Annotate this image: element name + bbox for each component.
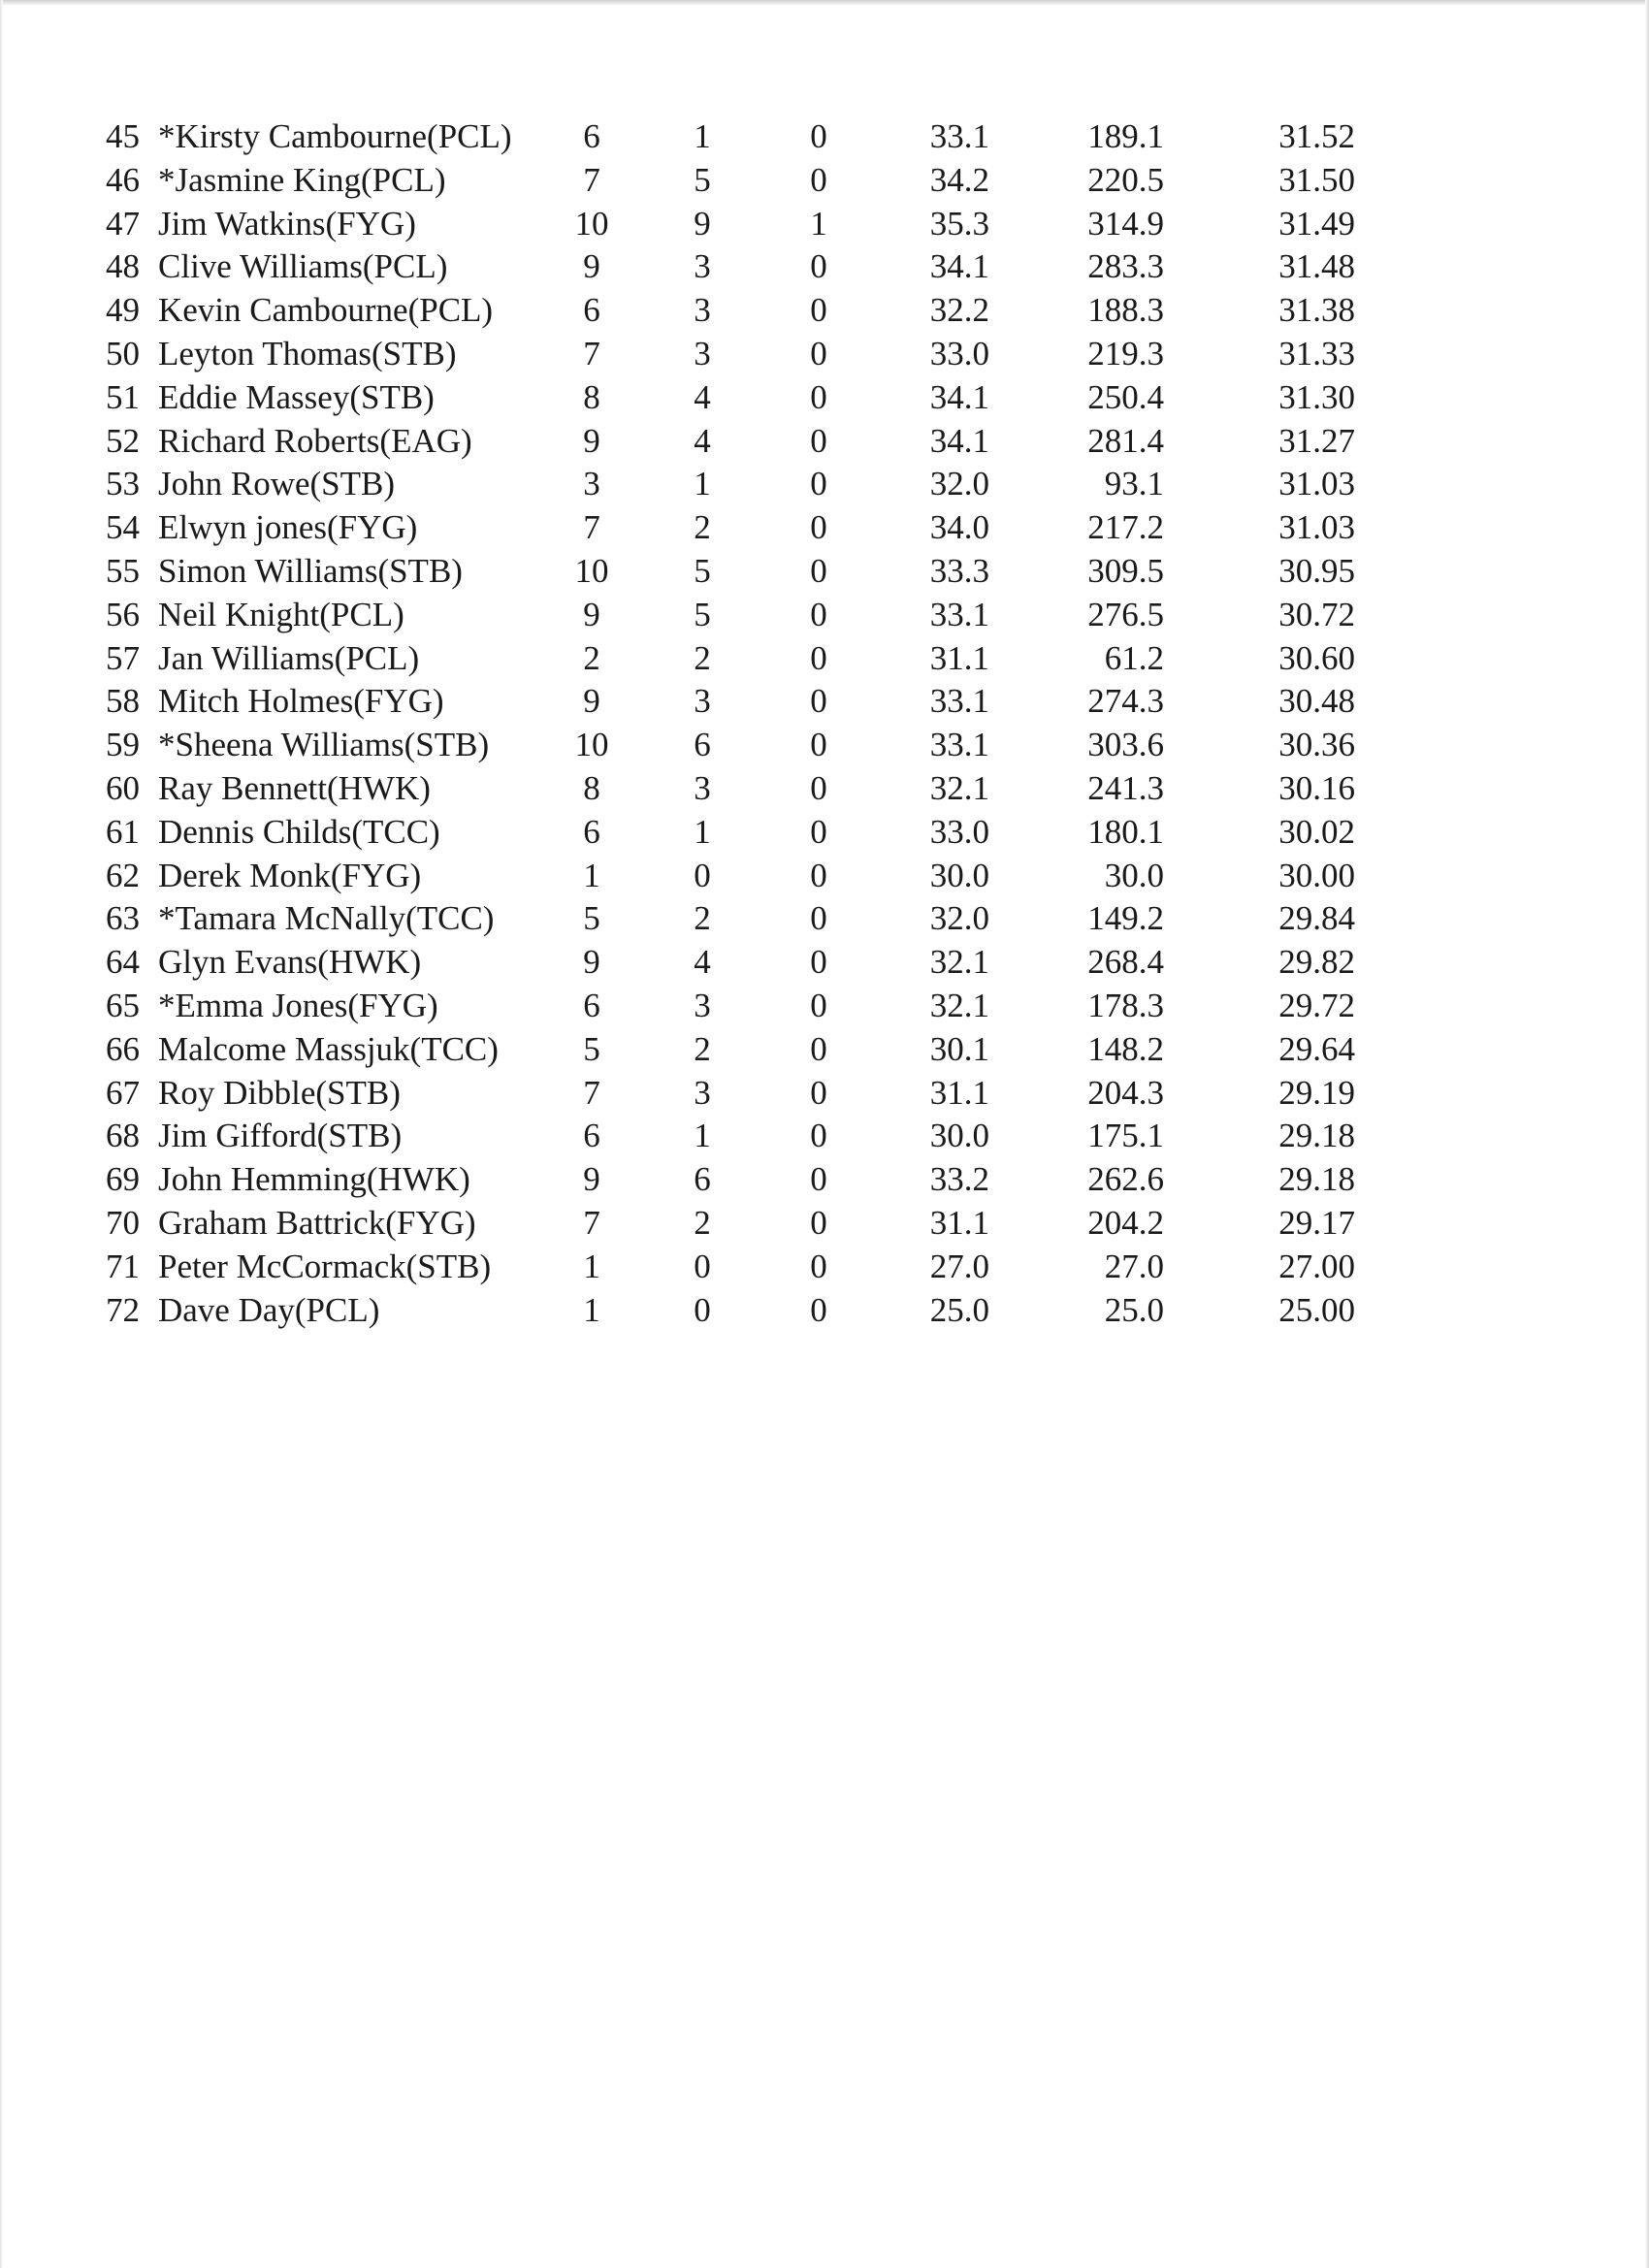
column-1-cell: 2 (694, 638, 711, 677)
games-cell: 9 (583, 421, 600, 460)
final-average-cell: 31.49 (1278, 204, 1355, 243)
column-2-cell: 0 (810, 682, 827, 721)
column-2-cell: 0 (810, 465, 827, 503)
games-cell: 6 (583, 986, 600, 1024)
column-2-cell: 0 (810, 812, 827, 851)
table-row (0, 333, 1649, 376)
total-cell: 149.2 (1087, 899, 1164, 938)
player-name-cell: Ray Bennett(HWK) (158, 768, 431, 807)
player-name-cell: Neil Knight(PCL) (158, 595, 404, 633)
column-1-cell: 3 (694, 334, 711, 373)
player-name-cell: Peter McCormack(STB) (158, 1247, 492, 1285)
player-name-cell: Elwyn jones(FYG) (158, 508, 418, 547)
average-cell: 33.0 (929, 812, 989, 851)
column-1-cell: 6 (694, 726, 711, 764)
table-row (0, 855, 1649, 898)
rank-cell: 67 (106, 1073, 140, 1112)
column-2-cell: 0 (810, 334, 827, 373)
final-average-cell: 31.30 (1278, 377, 1355, 416)
total-cell: 148.2 (1087, 1029, 1164, 1068)
average-cell: 32.0 (929, 465, 989, 503)
column-1-cell: 0 (694, 856, 711, 894)
table-row (0, 289, 1649, 333)
rank-cell: 65 (106, 986, 140, 1024)
total-cell: 27.0 (1104, 1247, 1164, 1285)
average-cell: 27.0 (929, 1247, 989, 1285)
column-2-cell: 0 (810, 421, 827, 460)
total-cell: 93.1 (1104, 465, 1164, 503)
total-cell: 241.3 (1087, 768, 1164, 807)
total-cell: 283.3 (1087, 247, 1164, 286)
player-name-cell: *Sheena Williams(STB) (158, 726, 490, 764)
final-average-cell: 31.03 (1278, 508, 1355, 547)
column-1-cell: 0 (694, 1290, 711, 1329)
games-cell: 6 (583, 812, 600, 851)
column-2-cell: 0 (810, 117, 827, 155)
final-average-cell: 30.95 (1278, 551, 1355, 590)
table-row (0, 1072, 1649, 1116)
games-cell: 7 (583, 1073, 600, 1112)
rank-cell: 49 (106, 291, 140, 330)
table-row (0, 376, 1649, 420)
column-1-cell: 5 (694, 160, 711, 199)
player-name-cell: *Emma Jones(FYG) (158, 986, 438, 1024)
games-cell: 6 (583, 1117, 600, 1155)
rank-cell: 69 (106, 1160, 140, 1199)
rank-cell: 53 (106, 465, 140, 503)
column-2-cell: 0 (810, 1247, 827, 1285)
games-cell: 10 (574, 551, 609, 590)
column-1-cell: 3 (694, 768, 711, 807)
rank-cell: 50 (106, 334, 140, 373)
total-cell: 189.1 (1087, 117, 1164, 155)
games-cell: 7 (583, 160, 600, 199)
scan-edge-top (0, 0, 1649, 6)
player-name-cell: Derek Monk(FYG) (158, 856, 422, 894)
column-1-cell: 5 (694, 551, 711, 590)
total-cell: 204.2 (1087, 1203, 1164, 1242)
final-average-cell: 31.48 (1278, 247, 1355, 286)
total-cell: 314.9 (1087, 204, 1164, 243)
average-cell: 33.1 (929, 117, 989, 155)
total-cell: 25.0 (1104, 1290, 1164, 1329)
average-cell: 32.1 (929, 986, 989, 1024)
column-1-cell: 5 (694, 595, 711, 633)
average-cell: 34.1 (929, 377, 989, 416)
games-cell: 7 (583, 334, 600, 373)
games-cell: 7 (583, 1203, 600, 1242)
total-cell: 217.2 (1087, 508, 1164, 547)
final-average-cell: 30.02 (1278, 812, 1355, 851)
column-1-cell: 1 (694, 117, 711, 155)
average-cell: 33.1 (929, 595, 989, 633)
total-cell: 220.5 (1087, 160, 1164, 199)
games-cell: 6 (583, 291, 600, 330)
games-cell: 10 (574, 726, 609, 764)
averages-table (0, 115, 1649, 1332)
column-2-cell: 0 (810, 1290, 827, 1329)
average-cell: 31.1 (929, 1073, 989, 1112)
rank-cell: 54 (106, 508, 140, 547)
average-cell: 33.2 (929, 1160, 989, 1199)
total-cell: 262.6 (1087, 1160, 1164, 1199)
total-cell: 276.5 (1087, 595, 1164, 633)
table-row (0, 159, 1649, 203)
final-average-cell: 29.82 (1278, 943, 1355, 982)
total-cell: 204.3 (1087, 1073, 1164, 1112)
average-cell: 32.1 (929, 943, 989, 982)
table-row (0, 115, 1649, 159)
column-1-cell: 3 (694, 682, 711, 721)
rank-cell: 63 (106, 899, 140, 938)
final-average-cell: 31.38 (1278, 291, 1355, 330)
average-cell: 34.1 (929, 421, 989, 460)
average-cell: 31.1 (929, 638, 989, 677)
column-2-cell: 0 (810, 508, 827, 547)
rank-cell: 47 (106, 204, 140, 243)
rank-cell: 60 (106, 768, 140, 807)
games-cell: 9 (583, 247, 600, 286)
table-row (0, 1202, 1649, 1246)
column-1-cell: 2 (694, 508, 711, 547)
table-row (0, 463, 1649, 506)
player-name-cell: Clive Williams(PCL) (158, 247, 448, 286)
column-1-cell: 3 (694, 986, 711, 1024)
column-2-cell: 0 (810, 899, 827, 938)
total-cell: 281.4 (1087, 421, 1164, 460)
rank-cell: 51 (106, 377, 140, 416)
player-name-cell: Eddie Massey(STB) (158, 377, 435, 416)
total-cell: 303.6 (1087, 726, 1164, 764)
player-name-cell: Malcome Massjuk(TCC) (158, 1029, 499, 1068)
player-name-cell: Richard Roberts(EAG) (158, 421, 472, 460)
player-name-cell: Leyton Thomas(STB) (158, 334, 457, 373)
final-average-cell: 31.50 (1278, 160, 1355, 199)
table-row (0, 594, 1649, 637)
player-name-cell: Simon Williams(STB) (158, 551, 463, 590)
total-cell: 274.3 (1087, 682, 1164, 721)
column-1-cell: 3 (694, 291, 711, 330)
column-2-cell: 0 (810, 551, 827, 590)
table-row (0, 420, 1649, 464)
column-2-cell: 0 (810, 943, 827, 982)
total-cell: 30.0 (1104, 856, 1164, 894)
total-cell: 175.1 (1087, 1117, 1164, 1155)
table-row (0, 897, 1649, 941)
rank-cell: 70 (106, 1203, 140, 1242)
average-cell: 34.1 (929, 247, 989, 286)
final-average-cell: 29.18 (1278, 1160, 1355, 1199)
column-2-cell: 0 (810, 1203, 827, 1242)
player-name-cell: *Kirsty Cambourne(PCL) (158, 117, 512, 155)
column-2-cell: 0 (810, 638, 827, 677)
games-cell: 3 (583, 465, 600, 503)
games-cell: 10 (574, 204, 609, 243)
column-2-cell: 0 (810, 856, 827, 894)
player-name-cell: Kevin Cambourne(PCL) (158, 291, 494, 330)
column-1-cell: 4 (694, 943, 711, 982)
total-cell: 268.4 (1087, 943, 1164, 982)
average-cell: 35.3 (929, 204, 989, 243)
average-cell: 32.0 (929, 899, 989, 938)
table-row (0, 550, 1649, 594)
column-2-cell: 0 (810, 247, 827, 286)
rank-cell: 45 (106, 117, 140, 155)
average-cell: 32.1 (929, 768, 989, 807)
player-name-cell: Dennis Childs(TCC) (158, 812, 440, 851)
games-cell: 9 (583, 595, 600, 633)
table-row (0, 637, 1649, 681)
column-1-cell: 3 (694, 247, 711, 286)
table-row (0, 1115, 1649, 1158)
column-2-cell: 0 (810, 986, 827, 1024)
final-average-cell: 30.72 (1278, 595, 1355, 633)
column-1-cell: 2 (694, 899, 711, 938)
rank-cell: 72 (106, 1290, 140, 1329)
final-average-cell: 30.48 (1278, 682, 1355, 721)
rank-cell: 57 (106, 638, 140, 677)
total-cell: 61.2 (1104, 638, 1164, 677)
column-2-cell: 0 (810, 377, 827, 416)
final-average-cell: 31.52 (1278, 117, 1355, 155)
rank-cell: 55 (106, 551, 140, 590)
rank-cell: 48 (106, 247, 140, 286)
average-cell: 32.2 (929, 291, 989, 330)
rank-cell: 71 (106, 1247, 140, 1285)
total-cell: 250.4 (1087, 377, 1164, 416)
final-average-cell: 30.16 (1278, 768, 1355, 807)
rank-cell: 59 (106, 726, 140, 764)
total-cell: 178.3 (1087, 986, 1164, 1024)
column-2-cell: 1 (810, 204, 827, 243)
games-cell: 1 (583, 856, 600, 894)
final-average-cell: 30.00 (1278, 856, 1355, 894)
final-average-cell: 31.27 (1278, 421, 1355, 460)
player-name-cell: Graham Battrick(FYG) (158, 1203, 476, 1242)
total-cell: 309.5 (1087, 551, 1164, 590)
rank-cell: 46 (106, 160, 140, 199)
table-row (0, 767, 1649, 811)
player-name-cell: Jim Gifford(STB) (158, 1117, 403, 1155)
games-cell: 5 (583, 899, 600, 938)
column-2-cell: 0 (810, 1160, 827, 1199)
average-cell: 33.1 (929, 726, 989, 764)
table-row (0, 941, 1649, 985)
player-name-cell: Jan Williams(PCL) (158, 638, 420, 677)
final-average-cell: 29.64 (1278, 1029, 1355, 1068)
final-average-cell: 25.00 (1278, 1290, 1355, 1329)
column-1-cell: 1 (694, 465, 711, 503)
column-1-cell: 3 (694, 1073, 711, 1112)
games-cell: 6 (583, 117, 600, 155)
games-cell: 1 (583, 1290, 600, 1329)
column-2-cell: 0 (810, 1117, 827, 1155)
player-name-cell: Glyn Evans(HWK) (158, 943, 422, 982)
rank-cell: 64 (106, 943, 140, 982)
average-cell: 25.0 (929, 1290, 989, 1329)
table-row (0, 506, 1649, 550)
games-cell: 7 (583, 508, 600, 547)
table-row (0, 811, 1649, 855)
column-2-cell: 0 (810, 1029, 827, 1068)
table-row (0, 245, 1649, 289)
player-name-cell: Dave Day(PCL) (158, 1290, 380, 1329)
games-cell: 8 (583, 768, 600, 807)
player-name-cell: Mitch Holmes(FYG) (158, 682, 444, 721)
player-name-cell: *Tamara McNally(TCC) (158, 899, 495, 938)
final-average-cell: 30.36 (1278, 726, 1355, 764)
average-cell: 31.1 (929, 1203, 989, 1242)
column-2-cell: 0 (810, 291, 827, 330)
games-cell: 1 (583, 1247, 600, 1285)
games-cell: 2 (583, 638, 600, 677)
final-average-cell: 29.18 (1278, 1117, 1355, 1155)
column-2-cell: 0 (810, 768, 827, 807)
games-cell: 9 (583, 943, 600, 982)
final-average-cell: 30.60 (1278, 638, 1355, 677)
final-average-cell: 29.72 (1278, 986, 1355, 1024)
average-cell: 33.0 (929, 334, 989, 373)
average-cell: 30.0 (929, 1117, 989, 1155)
average-cell: 33.3 (929, 551, 989, 590)
table-row (0, 1028, 1649, 1072)
player-name-cell: John Rowe(STB) (158, 465, 396, 503)
rank-cell: 61 (106, 812, 140, 851)
rank-cell: 52 (106, 421, 140, 460)
rank-cell: 58 (106, 682, 140, 721)
table-row (0, 680, 1649, 724)
average-cell: 34.0 (929, 508, 989, 547)
player-name-cell: Roy Dibble(STB) (158, 1073, 401, 1112)
average-cell: 30.1 (929, 1029, 989, 1068)
rank-cell: 62 (106, 856, 140, 894)
table-row (0, 1289, 1649, 1333)
table-row (0, 985, 1649, 1028)
total-cell: 180.1 (1087, 812, 1164, 851)
games-cell: 9 (583, 682, 600, 721)
final-average-cell: 29.17 (1278, 1203, 1355, 1242)
rank-cell: 68 (106, 1117, 140, 1155)
column-1-cell: 4 (694, 377, 711, 416)
column-1-cell: 4 (694, 421, 711, 460)
column-1-cell: 2 (694, 1029, 711, 1068)
average-cell: 30.0 (929, 856, 989, 894)
column-1-cell: 6 (694, 1160, 711, 1199)
column-1-cell: 9 (694, 204, 711, 243)
average-cell: 33.1 (929, 682, 989, 721)
total-cell: 219.3 (1087, 334, 1164, 373)
games-cell: 9 (583, 1160, 600, 1199)
column-2-cell: 0 (810, 726, 827, 764)
final-average-cell: 29.84 (1278, 899, 1355, 938)
column-2-cell: 0 (810, 1073, 827, 1112)
final-average-cell: 31.33 (1278, 334, 1355, 373)
table-row (0, 724, 1649, 767)
final-average-cell: 31.03 (1278, 465, 1355, 503)
average-cell: 34.2 (929, 160, 989, 199)
table-row (0, 1246, 1649, 1289)
column-1-cell: 2 (694, 1203, 711, 1242)
total-cell: 188.3 (1087, 291, 1164, 330)
column-1-cell: 1 (694, 812, 711, 851)
games-cell: 8 (583, 377, 600, 416)
player-name-cell: Jim Watkins(FYG) (158, 204, 416, 243)
table-row (0, 1158, 1649, 1202)
table-row (0, 203, 1649, 246)
column-1-cell: 0 (694, 1247, 711, 1285)
column-1-cell: 1 (694, 1117, 711, 1155)
rank-cell: 66 (106, 1029, 140, 1068)
player-name-cell: John Hemming(HWK) (158, 1160, 470, 1199)
games-cell: 5 (583, 1029, 600, 1068)
column-2-cell: 0 (810, 160, 827, 199)
player-name-cell: *Jasmine King(PCL) (158, 160, 446, 199)
final-average-cell: 29.19 (1278, 1073, 1355, 1112)
rank-cell: 56 (106, 595, 140, 633)
column-2-cell: 0 (810, 595, 827, 633)
final-average-cell: 27.00 (1278, 1247, 1355, 1285)
